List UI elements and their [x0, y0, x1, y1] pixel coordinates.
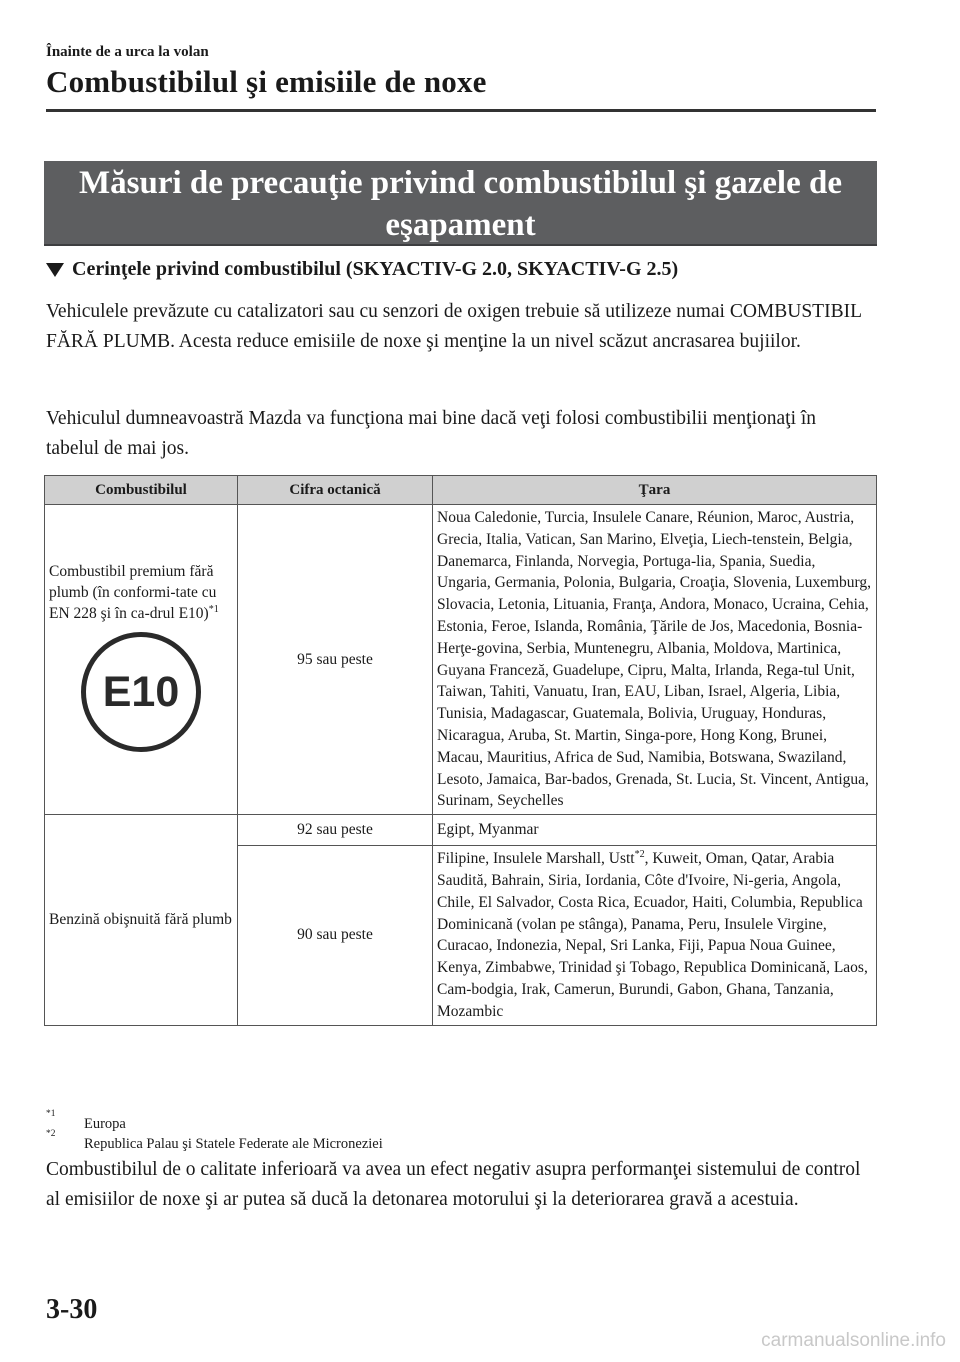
header-octane: Cifra octanică: [238, 476, 433, 505]
footnote-mark-2: *2: [46, 1129, 56, 1139]
page-number: 3-30: [46, 1294, 98, 1325]
countries-90-text-b: , Kuweit, Oman, Qatar, Arabia Saudită, Bahrain, Siria, Iordania, Côte d'Ivoire, Ni-geria, Angola, Chile, El Salvador, Costa Rica, Ecuador, Haiti, Columbia, Republica Dominicană (volan pe stânga), Panama, Peru, Insulele Virgine, Curacao, Indonezia, Nepal, Sri Lanka, Fiji, Papua Noua Guinee, Kenya, Zimbabwe, Trinidad şi Tobago, Republica Dominicană, Laos, Cam-bodgia, Irak, Camerun, Burundi, Gabon, Ghana, Tanzania, Mozambic: [437, 850, 868, 1020]
fuel-premium-cell: [45, 505, 238, 815]
footnote-text-2: Republica Palau şi Statele Federate ale Microneziei: [84, 1136, 383, 1152]
table-row: [45, 815, 877, 846]
fuel-regular-cell: Benzină obişnuită fără plumb: [45, 815, 238, 1025]
header-fuel: Combustibilul: [45, 476, 238, 505]
chapter-rule: [46, 109, 876, 112]
e10-badge-icon: E10: [81, 632, 201, 752]
watermark: carmanualsonline.info: [761, 1330, 946, 1351]
section-heading: [46, 258, 678, 281]
countries-90-text-a: Filipine, Insulele Marshall, Ustt: [437, 850, 635, 868]
chapter-title: Combustibilul şi emisiile de noxe: [46, 64, 487, 99]
footnote-mark-1: *1: [46, 1109, 56, 1119]
intro-paragraph: Vehiculele prevăzute cu catalizatori sau cu senzori de oxigen trebuie să utilizeze numai COMBUSTIBIL FĂRĂ PLUMB. Acesta reduce emisiile de noxe şi menţine la un nivel scăzut ancrasarea bujiilor.: [46, 301, 862, 352]
footnote-ref-2: *2: [634, 849, 645, 860]
section-banner: [44, 161, 877, 244]
footnotes: [46, 1109, 383, 1154]
countries-92-cell: Egipt, Myanmar: [433, 815, 877, 846]
countries-90-cell: [433, 846, 877, 1025]
table-header-row: [45, 476, 877, 505]
footnote-text-1: Europa: [84, 1116, 126, 1132]
footnote-1: [46, 1109, 383, 1134]
footnote-ref-1: *1: [208, 603, 219, 615]
countries-95-cell: Noua Caledonie, Turcia, Insulele Canare, Réunion, Maroc, Austria, Grecia, Italia, Vatican, San Marino, Elveţia, Liech-tenstein, Belgia, Danemarca, Finlanda, Norvegia, Portuga-lia, Spania, Suedia, Ungaria, Germania, Polonia, Bulgaria, Croaţia, Slovenia, Luxemburg, Slovacia, Letonia, Lituania, Franţa, Andora, Monaco, Ucraina, Cehia, Estonia, Feroe, Islanda, România, Ţările de Jos, Macedonia, Bosnia-Herţe-govina, Serbia, Muntenegru, Albania, Moldova, Martinica, Guyana Franceză, Guadelupe, Cipru, Malta, Irlanda, Rega-tul Unit, Taiwan, Tahiti, Vanuatu, Iran, EAU, Liban, Israel, Algeria, Libia, Tunisia, Madagascar, Guatemala, Bolivia, Uruguay, Honduras, Nicaragua, Aruba, St. Martin, Singa-pore, Hong Kong, Brunei, Macau, Mauritius, Africa de Sud, Namibia, Botswana, Swaziland, Lesoto, Jamaica, Bar-bados, Grenada, St. Lucia, St. Vincent, Antigua, Surinam, Seychelles: [433, 505, 877, 815]
recommendation-paragraph: Vehiculul dumneavoastră Mazda va funcţiona mai bine dacă veţi folosi combustibilii menţionaţi în tabelul de mai jos.: [46, 408, 817, 459]
section-heading-text: Cerinţele privind combustibilul (SKYACTIV-G 2.0, SKYACTIV-G 2.5): [72, 258, 679, 280]
fuel-table: [44, 475, 877, 1026]
footnote-2: [46, 1129, 383, 1154]
banner-line-2: eşapament: [385, 207, 536, 243]
octane-92-cell: 92 sau peste: [238, 815, 433, 846]
triangle-down-icon: [46, 263, 64, 277]
banner-line-1: Măsuri de precauţie privind combustibilul şi gazele de: [79, 165, 842, 201]
header-country: Ţara: [433, 476, 877, 505]
fuel-premium-text: Combustibil premium fără plumb (în conformi-tate cu EN 228 şi în ca-drul E10): [49, 563, 217, 623]
warning-paragraph: Combustibilul de o calitate inferioară va avea un efect negativ asupra performanţei sistemului de control al emisiilor de noxe şi ar putea să ducă la detonarea motorului şi la deteriorarea gravă a acestuia.: [46, 1159, 861, 1210]
fuel-premium-label: [49, 561, 233, 626]
octane-90-cell: 90 sau peste: [238, 846, 433, 1025]
table-row: [45, 505, 877, 815]
octane-95-cell: 95 sau peste: [238, 505, 433, 815]
breadcrumb: Înainte de a urca la volan: [46, 44, 209, 60]
e10-badge-wrap: [49, 626, 233, 758]
